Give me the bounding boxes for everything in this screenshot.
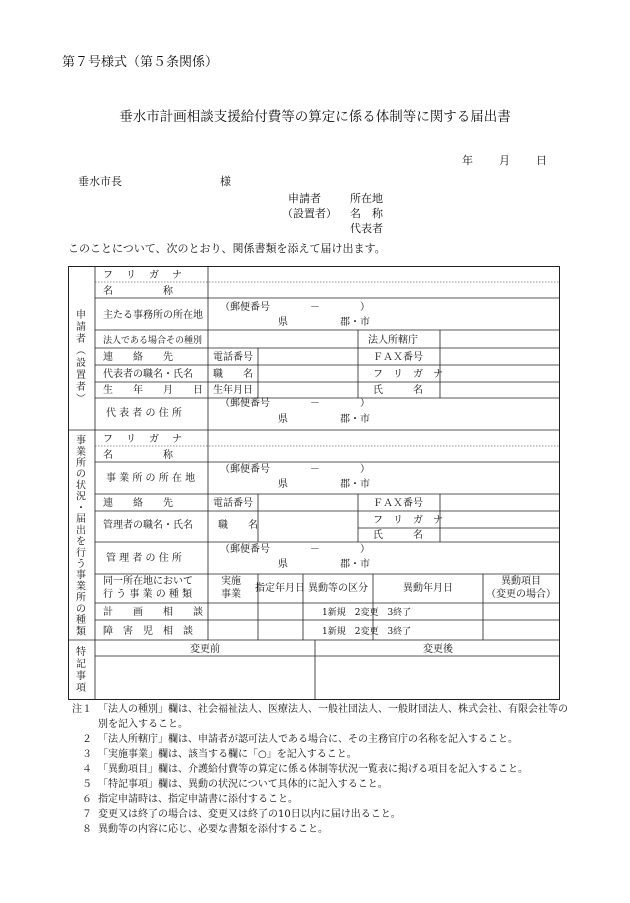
applicant-label: 申請者 (288, 192, 321, 205)
name-label: 名 称 (103, 286, 173, 297)
rep-title-name-label: 代表者の職名・氏名 (103, 369, 193, 380)
disabled-child-consult-label: 障 害 児 相 談 (103, 626, 193, 637)
note-text: 「実施事業」欄は、該当する欄に「○」を記入すること。 (98, 749, 357, 760)
before-change-header: 変更前 (190, 644, 220, 655)
city-label: 郡・市 (340, 317, 370, 328)
phone-label: 電話番号 (213, 352, 253, 363)
rep-address-label: 代 表 者 の 住 所 (106, 408, 182, 419)
applicant-sub-label: （設置者） (282, 207, 337, 220)
office-phone-label: 電話番号 (213, 498, 253, 509)
change-date-header: 異動年月日 (403, 583, 453, 594)
applicant-representative-label: 代表者 (350, 222, 383, 235)
designated-date-header: 指定年月日 (255, 583, 305, 594)
note-text: 「法人の種別」欄は、社会福祉法人、医療法人、一般社団法人、一般財団法人、株式会社、有限会社等の別を記入すること。 (98, 704, 568, 730)
plan-change-options: 1新規 2変更 3終了 (322, 608, 412, 618)
note-item (70, 807, 570, 822)
note-text: 「異動項目」欄は、介護給付費等の算定に係る体制等状況一覧表に掲げる項目を記入すること。 (98, 764, 528, 775)
date-day-label: 日 (536, 154, 547, 167)
after-change-header: 変更後 (423, 644, 453, 655)
rep-city-label: 郡・市 (340, 414, 370, 425)
note-text: 変更又は終了の場合は、変更又は終了の10日以内に届け出ること。 (98, 809, 401, 820)
intro-text: このことについて、次のとおり、関係書類を添えて届け出ます。 (68, 242, 386, 255)
implement-header-2: 事業 (221, 589, 241, 600)
notes-section (70, 702, 570, 837)
office-address-label: 事 業 所 の 所 在 地 (106, 473, 196, 484)
note-item (70, 732, 570, 747)
office-fax-label: ＦＡＸ番号 (373, 498, 423, 509)
manager-address-label: 管 理 者 の 住 所 (106, 553, 182, 564)
main-office-label: 主たる事務所の所在地 (103, 310, 203, 321)
section-label-office: 事業所の状況・届出を行う事業所の種類 (76, 435, 86, 638)
office-postal-label: （郵便番号 － ） (220, 464, 370, 475)
manager-furigana-label: フ リ ガ ナ (373, 515, 443, 526)
note-item (70, 777, 570, 792)
rep-shimei-label: 氏 名 (373, 385, 423, 396)
note-item (70, 702, 570, 732)
note-item (70, 822, 570, 837)
document-title: 垂水市計画相談支援給付費等の算定に係る体制等に関する届出書 (119, 109, 511, 125)
same-location-header-2: 行 う 事 業 の 種 類 (103, 589, 193, 600)
corp-authority-label: 法人所轄庁 (368, 335, 418, 346)
note-number: ２ (82, 734, 92, 745)
note-item (70, 792, 570, 807)
corp-type-label: 法人である場合その種別 (103, 336, 203, 346)
office-prefecture-label: 県 (278, 479, 288, 490)
note-item (70, 747, 570, 762)
birth-short-label: 生年月日 (213, 385, 253, 396)
addressee-honorific: 様 (220, 175, 231, 188)
addressee-name: 垂水市長 (78, 175, 122, 188)
applicant-name-label: 名 称 (350, 207, 383, 220)
fax-label: ＦＡＸ番号 (373, 352, 423, 363)
same-location-header-1: 同一所在地において (103, 576, 193, 587)
prefecture-label: 県 (278, 317, 288, 328)
applicant-address-label: 所在地 (350, 192, 383, 205)
contact-label: 連 絡 先 (103, 352, 173, 363)
notification-table (68, 266, 560, 700)
note-item (70, 762, 570, 777)
change-item-header-1: 異動項目 (501, 576, 541, 587)
note-text: 「法人所轄庁」欄は、申請者が認可法人である場合に、その主務官庁の名称を記入すること。 (98, 734, 518, 745)
furigana-label: フ リ ガ ナ (103, 270, 184, 281)
manager-shimei-label: 氏 名 (373, 530, 423, 541)
job-label: 職 名 (213, 369, 253, 380)
note-number: ３ (82, 749, 92, 760)
manager-postal-label: （郵便番号 － ） (220, 544, 370, 555)
date-month-label: 月 (499, 154, 510, 167)
manager-prefecture-label: 県 (278, 559, 288, 570)
plan-consult-label: 計 画 相 談 (103, 607, 203, 618)
section-label-special-notes: 特記事項 (76, 647, 86, 695)
rep-furigana-label: フ リ ガ ナ (373, 369, 443, 380)
office-city-label: 郡・市 (340, 479, 370, 490)
note-number: 注１ (72, 704, 92, 715)
note-number: ８ (82, 824, 92, 835)
note-number: ６ (82, 794, 92, 805)
manager-city-label: 郡・市 (340, 559, 370, 570)
note-text: 「特記事項」欄は、異動の状況について具体的に記入すること。 (98, 779, 388, 790)
form-number-label: 第７号様式（第５条関係） (62, 55, 219, 70)
note-number: ５ (82, 779, 92, 790)
note-text: 異動等の内容に応じ、必要な書類を添付すること。 (98, 824, 328, 835)
child-change-options: 1新規 2変更 3終了 (322, 627, 412, 637)
office-furigana-label: フ リ ガ ナ (103, 434, 184, 445)
office-name-label: 名 称 (103, 450, 173, 461)
manager-job-label: 職 名 (218, 520, 258, 531)
implement-header-1: 実施 (221, 576, 241, 587)
rep-postal-label: （郵便番号 － ） (220, 398, 370, 409)
birth-label: 生 年 月 日 (103, 385, 203, 396)
postal-label: （郵便番号 － ） (220, 302, 370, 313)
note-number: ４ (82, 764, 92, 775)
date-year-label: 年 (462, 154, 473, 167)
change-type-header: 異動等の区分 (308, 583, 368, 594)
rep-prefecture-label: 県 (278, 414, 288, 425)
section-label-applicant: 申請者︵設置者︶ (76, 310, 86, 406)
note-number: ７ (82, 809, 92, 820)
note-text: 指定申請時は、指定申請書に添付すること。 (98, 794, 298, 805)
office-contact-label: 連 絡 先 (103, 498, 173, 509)
change-item-header-2: （変更の場合） (486, 589, 556, 600)
manager-title-name-label: 管理者の職名・氏名 (103, 520, 193, 531)
